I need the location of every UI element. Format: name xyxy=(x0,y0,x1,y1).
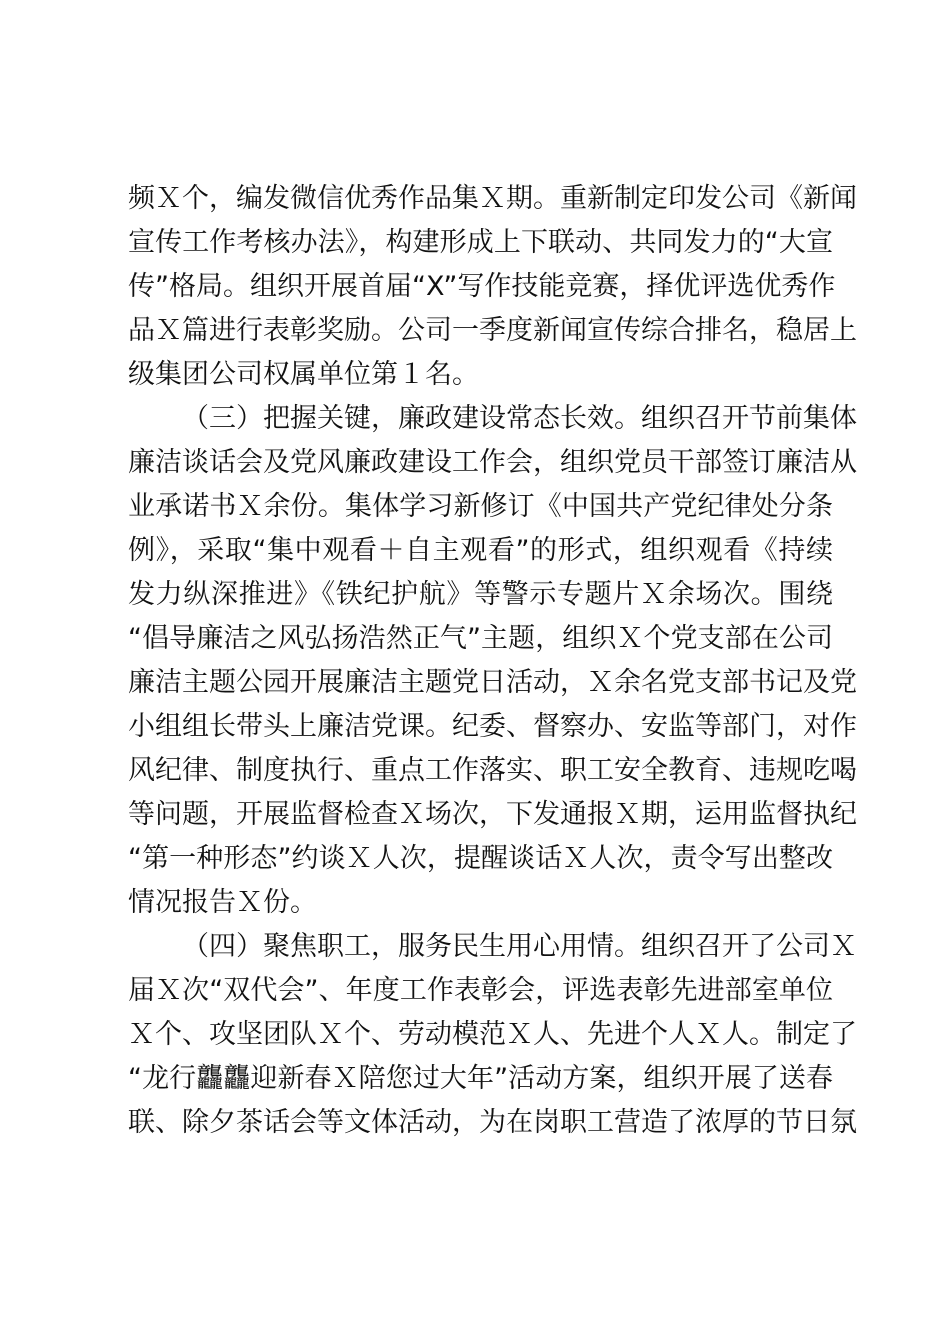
section-heading-line: （三）把握关键，廉政建设常态长效。组织召开节前集体 xyxy=(182,403,857,434)
text-line: 发力纵深推进》《铁纪护航》等警示专题片Ｘ余场次。围绕 xyxy=(128,579,833,610)
text-line: 情况报告Ｘ份。 xyxy=(128,887,317,918)
text-line: “第一种形态”约谈Ｘ人次，提醒谈话Ｘ人次，责令写出整改 xyxy=(128,843,833,874)
text-line: 等问题，开展监督检查Ｘ场次，下发通报Ｘ期，运用监督执纪 xyxy=(128,799,857,830)
text-line: 例》，采取“集中观看＋自主观看”的形式，组织观看《持续 xyxy=(128,535,833,566)
text-line: 业承诺书Ｘ余份。集体学习新修订《中国共产党纪律处分条 xyxy=(128,491,833,522)
text-line: 小组组长带头上廉洁党课。纪委、督察办、安监等部门，对作 xyxy=(128,711,857,742)
section-heading-line: （四）聚焦职工，服务民生用心用情。组织召开了公司Ｘ xyxy=(182,931,857,962)
text-line: 品Ｘ篇进行表彰奖励。公司一季度新闻宣传综合排名，稳居上 xyxy=(128,315,857,346)
text-line: 宣传工作考核办法》，构建形成上下联动、共同发力的“大宣 xyxy=(128,227,833,258)
text-line: 廉洁主题公园开展廉洁主题党日活动，Ｘ余名党支部书记及党 xyxy=(128,667,857,698)
text-line: 传”格局。组织开展首届“X”写作技能竞赛，择优评选优秀作 xyxy=(128,271,836,302)
text-line: 届Ｘ次“双代会”、年度工作表彰会，评选表彰先进部室单位 xyxy=(128,975,833,1006)
text-line: “龙行龘龘迎新春Ｘ陪您过大年”活动方案，组织开展了送春 xyxy=(128,1063,833,1094)
text-line: “倡导廉洁之风弘扬浩然正气”主题，组织Ｘ个党支部在公司 xyxy=(128,623,833,654)
text-line: 级集团公司权属单位第１名。 xyxy=(128,359,479,390)
text-line: 联、除夕茶话会等文体活动，为在岗职工营造了浓厚的节日氛 xyxy=(128,1107,857,1138)
text-line: 频Ｘ个，编发微信优秀作品集Ｘ期。重新制定印发公司《新闻 xyxy=(128,183,857,214)
text-line: 廉洁谈话会及党风廉政建设工作会，组织党员干部签订廉洁从 xyxy=(128,447,857,478)
text-line: Ｘ个、攻坚团队Ｘ个、劳动模范Ｘ人、先进个人Ｘ人。制定了 xyxy=(128,1019,857,1050)
text-line: 风纪律、制度执行、重点工作落实、职工安全教育、违规吃喝 xyxy=(128,755,857,786)
